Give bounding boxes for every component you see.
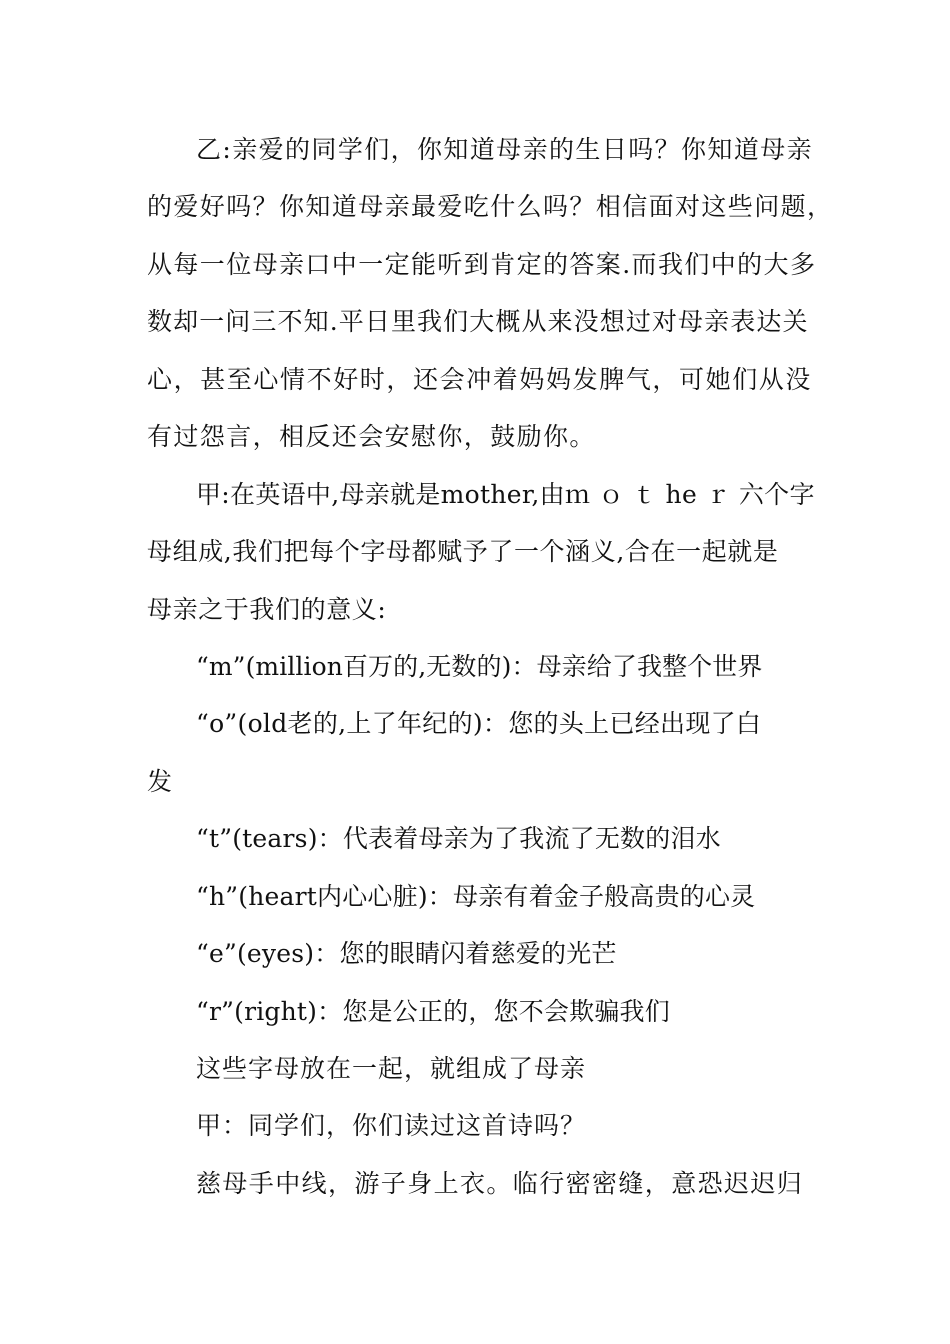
letter-meaning-e: “e”(eyes)：您的眼睛闪着慈爱的光芒 xyxy=(196,939,617,968)
letter-meaning-r: “r”(right)：您是公正的，您不会欺骗我们 xyxy=(196,997,670,1026)
paragraph-line: 有过怨言，相反还会安慰你，鼓励你。 xyxy=(147,422,596,451)
paragraph-line: 乙:亲爱的同学们，你知道母亲的生日吗？你知道母亲 xyxy=(196,135,814,164)
paragraph-line: 心，甚至心情不好时，还会冲着妈妈发脾气，可她们从没 xyxy=(147,365,813,394)
letter-meaning-o-continued: 发 xyxy=(147,767,174,796)
letter-meaning-t: “t”(tears)：代表着母亲为了我流了无数的泪水 xyxy=(196,824,721,853)
paragraph-line: 母亲之于我们的意义: xyxy=(147,595,387,624)
letter-meaning-h: “h”(heart内心心脏)：母亲有着金子般高贵的心灵 xyxy=(196,882,756,911)
poem-line: 慈母手中线，游子身上衣。临行密密缝，意恐迟迟归 xyxy=(196,1169,804,1198)
paragraph-line: 数却一问三不知.平日里我们大概从来没想过对母亲表达关 xyxy=(147,307,809,336)
paragraph-line: 甲：同学们，你们读过这首诗吗？ xyxy=(196,1111,587,1140)
paragraph-line: 从每一位母亲口中一定能听到肯定的答案.而我们中的大多 xyxy=(147,250,817,279)
letter-meaning-m: “m”(million百万的,无数的)：母亲给了我整个世界 xyxy=(196,652,763,681)
paragraph-line: 甲:在英语中,母亲就是mother,由ｍ ｏ ｔ he ｒ 六个字 xyxy=(196,480,815,509)
paragraph-line: 这些字母放在一起，就组成了母亲 xyxy=(196,1054,587,1083)
letter-meaning-o: “o”(old老的,上了年纪的)：您的头上已经出现了白 xyxy=(196,709,762,738)
paragraph-line: 的爱好吗？你知道母亲最爱吃什么吗？相信面对这些问题， xyxy=(147,192,834,221)
paragraph-line: 母组成,我们把每个字母都赋予了一个涵义,合在一起就是 xyxy=(147,537,779,566)
